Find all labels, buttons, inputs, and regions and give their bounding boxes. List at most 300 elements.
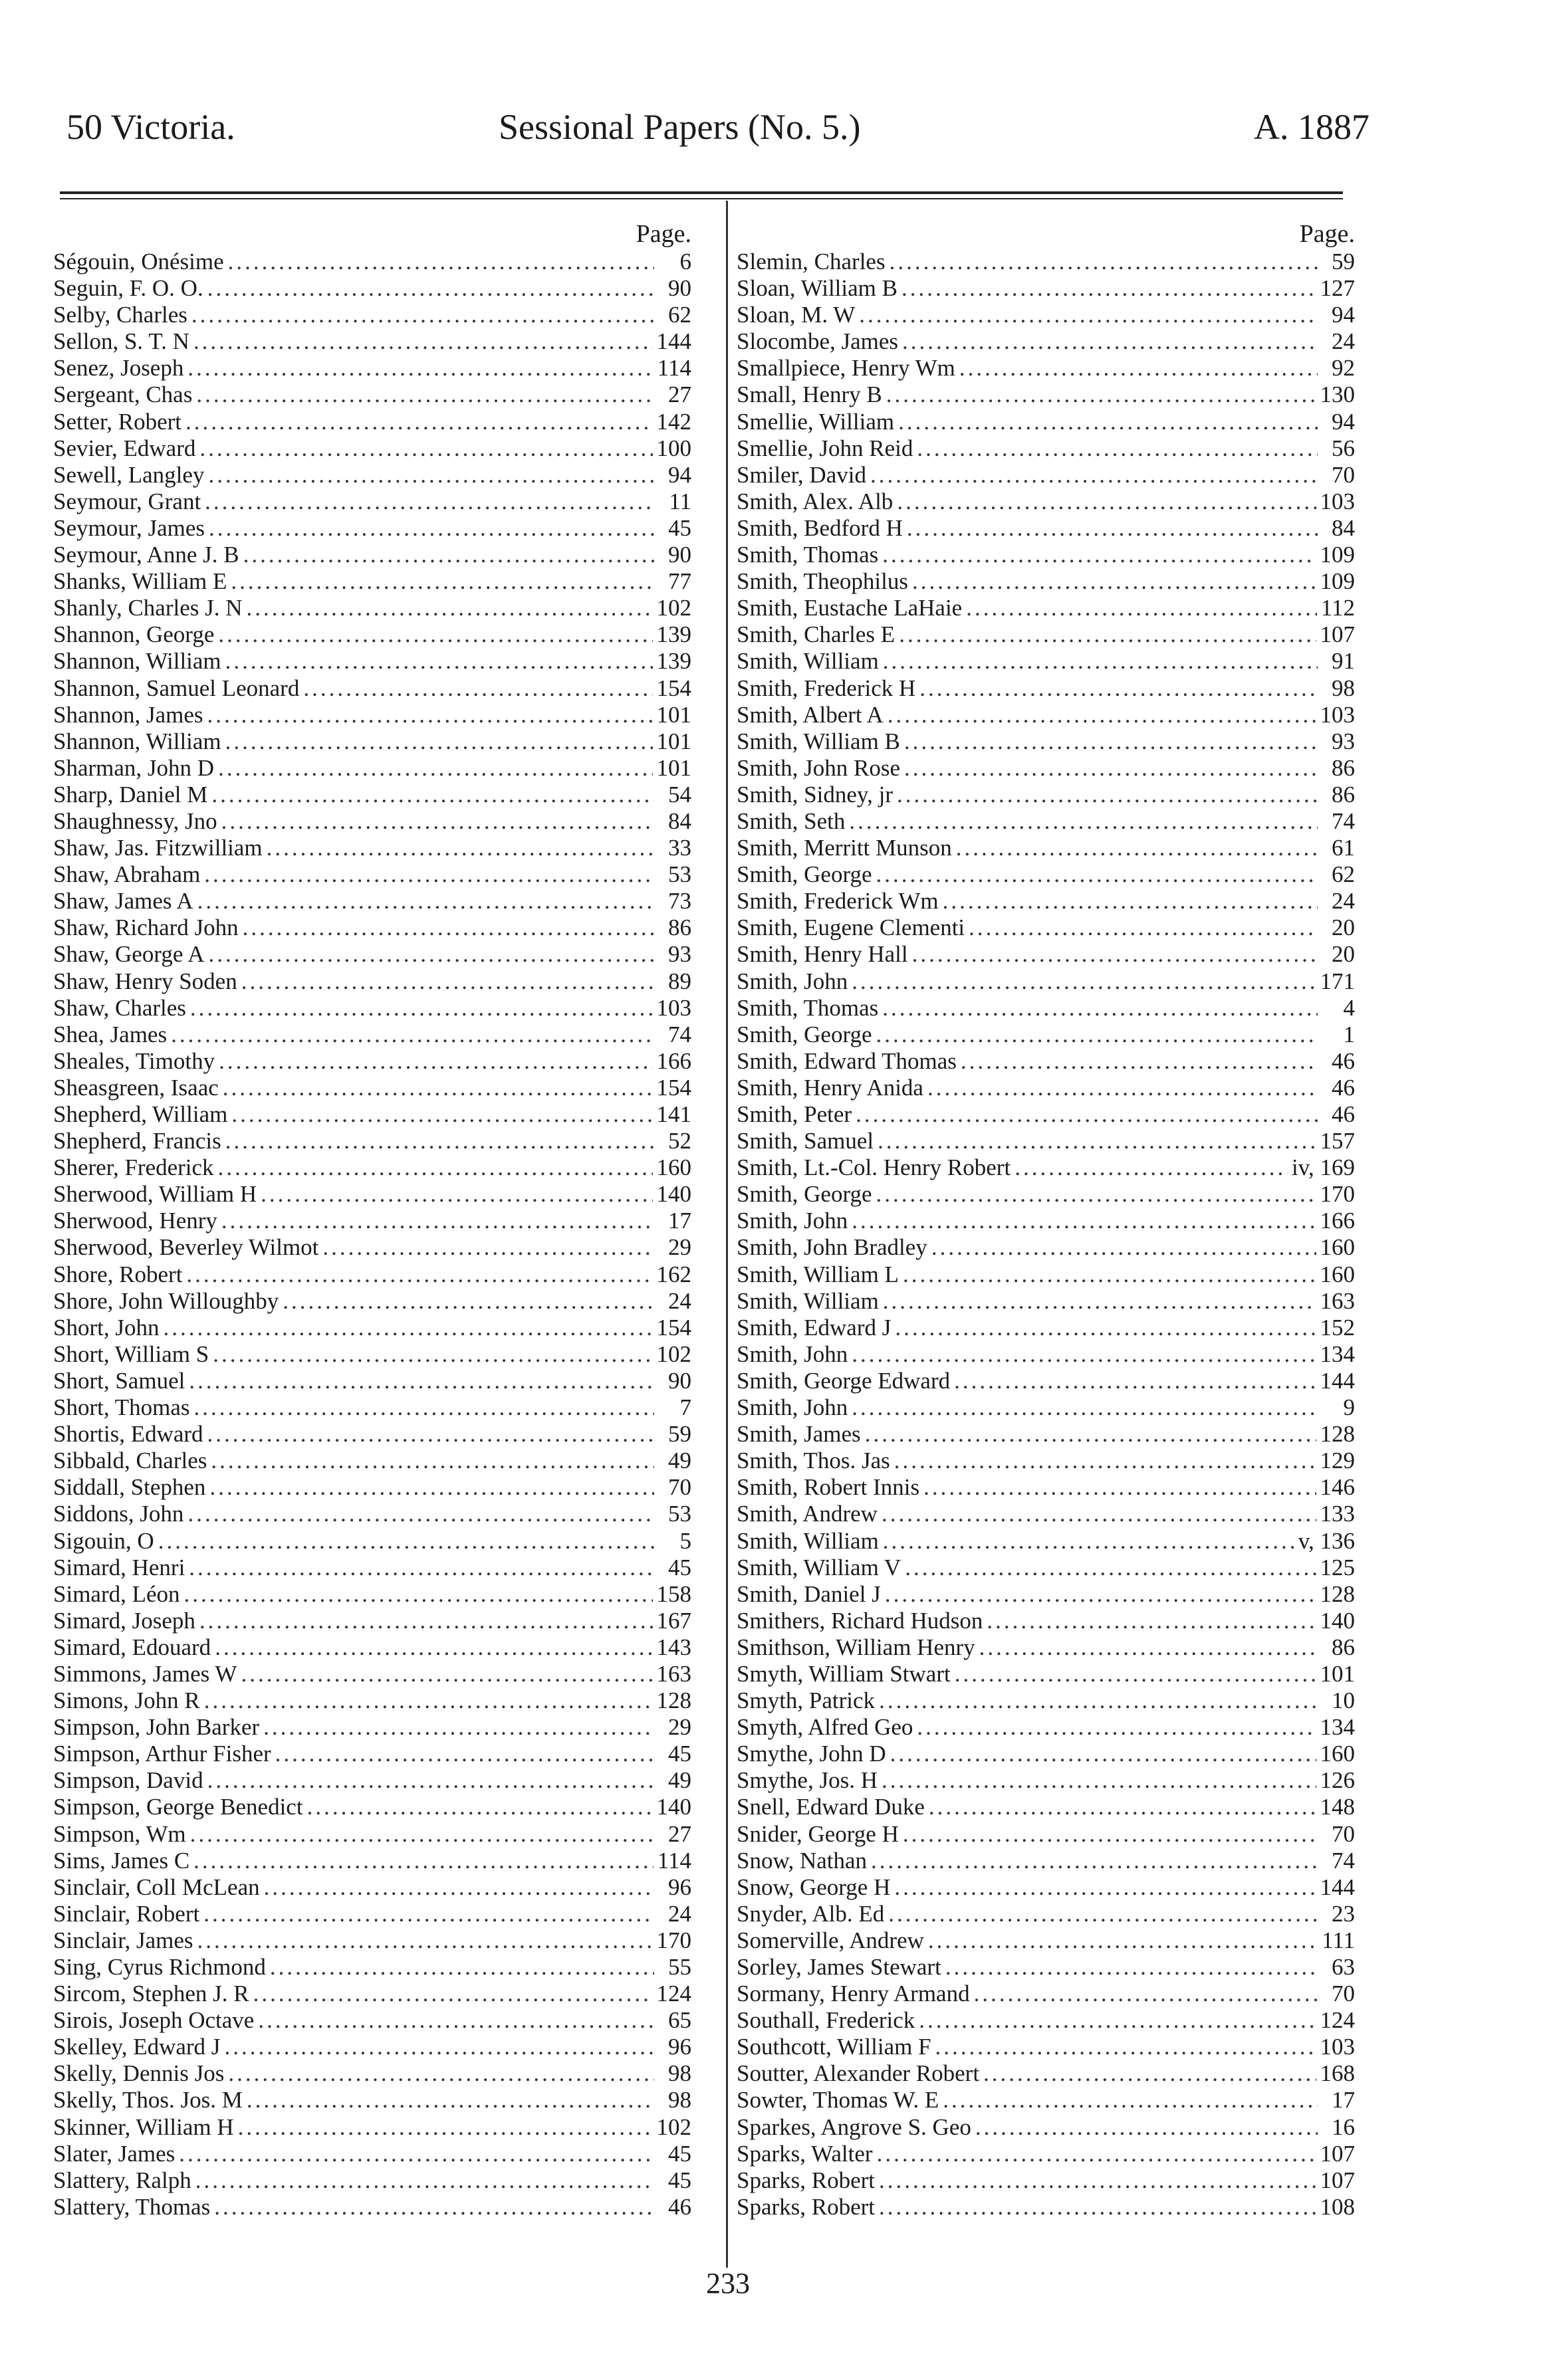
- entry-name: Smith, Alex. Alb: [737, 488, 894, 514]
- entry-page: 128: [1320, 1421, 1355, 1448]
- entry-name: Smith, John: [737, 1394, 848, 1421]
- dot-leader: [876, 1022, 1318, 1048]
- index-entry: [53, 1608, 691, 1634]
- entry-name: Sheasgreen, Isaac: [53, 1074, 219, 1101]
- dot-leader: [208, 462, 654, 488]
- entry-page: 166: [1320, 1208, 1355, 1234]
- index-entry: [737, 275, 1355, 302]
- dot-leader: [886, 381, 1316, 408]
- entry-page: 86: [668, 915, 691, 941]
- entry-page: 158: [656, 1580, 691, 1607]
- entry-page: 133: [1320, 1501, 1355, 1527]
- dot-leader: [961, 1048, 1318, 1075]
- page-number: 233: [706, 2267, 750, 2300]
- entry-name: Shanks, William E: [53, 568, 227, 595]
- entry-page: 109: [1320, 568, 1355, 595]
- entry-page: 59: [668, 1421, 691, 1448]
- header-year: A. 1887: [1254, 107, 1370, 147]
- index-list-right: [737, 249, 1355, 2220]
- dot-leader: [218, 755, 652, 782]
- dot-leader: [207, 1421, 654, 1448]
- entry-page: 86: [1332, 754, 1355, 781]
- entry-name: Sergeant, Chas: [53, 381, 193, 408]
- entry-page: 93: [668, 941, 691, 968]
- entry-page: 84: [668, 808, 691, 834]
- index-entry: [737, 835, 1355, 861]
- entry-name: Sibbald, Charles: [53, 1448, 207, 1474]
- index-entry: [737, 782, 1355, 808]
- entry-name: Shea, James: [53, 1021, 168, 1047]
- entry-name: Seymour, Grant: [53, 488, 201, 514]
- dot-leader: [187, 1501, 654, 1527]
- index-entry: [737, 755, 1355, 782]
- index-entry: [737, 381, 1355, 408]
- entry-page: iv, 169: [1292, 1154, 1355, 1181]
- index-entry: [53, 861, 691, 888]
- index-entry: [737, 515, 1355, 542]
- index-entry: [737, 995, 1355, 1022]
- entry-name: Sirois, Joseph Octave: [53, 2007, 255, 2034]
- entry-name: Smyth, Alfred Geo: [737, 1714, 913, 1741]
- entry-page: 140: [656, 1794, 691, 1820]
- dot-leader: [189, 1555, 654, 1581]
- dot-leader: [228, 249, 654, 275]
- entry-page: 62: [1332, 861, 1355, 888]
- index-entry: [737, 2034, 1355, 2060]
- index-entry: [53, 1208, 691, 1234]
- entry-page: 160: [1320, 1741, 1355, 1767]
- index-entry: [737, 249, 1355, 275]
- index-entry: [737, 702, 1355, 728]
- entry-name: Smith, Theophilus: [737, 568, 908, 595]
- entry-name: Shaw, James A: [53, 888, 193, 915]
- entry-name: Shannon, James: [53, 701, 203, 728]
- dot-leader: [885, 1581, 1316, 1608]
- dot-leader: [987, 1608, 1316, 1634]
- entry-name: Snell, Edward Duke: [737, 1794, 925, 1820]
- dot-leader: [221, 1208, 654, 1234]
- dot-leader: [193, 1848, 654, 1874]
- entry-name: Sevier, Edward: [53, 435, 196, 461]
- entry-page: 10: [1332, 1687, 1355, 1714]
- entry-name: Short, Samuel: [53, 1367, 185, 1394]
- entry-page: 163: [656, 1660, 691, 1687]
- entry-name: Shore, John Willoughby: [53, 1287, 279, 1314]
- index-entry: [737, 1581, 1355, 1608]
- index-entry: [737, 2141, 1355, 2167]
- index-entry: [737, 1634, 1355, 1661]
- entry-name: Sparkes, Angrove S. Geo: [737, 2113, 971, 2140]
- entry-page: 109: [1320, 542, 1355, 568]
- entry-page: 45: [668, 1554, 691, 1580]
- dot-leader: [204, 1687, 653, 1714]
- entry-name: Shannon, George: [53, 621, 215, 648]
- entry-page: 108: [1320, 2193, 1355, 2220]
- index-entry: [53, 488, 691, 515]
- entry-page: 70: [1332, 461, 1355, 488]
- entry-name: Smith, John: [737, 968, 848, 994]
- dot-leader: [221, 808, 654, 835]
- index-entry: [53, 1075, 691, 1101]
- entry-name: Seguin, F. O. O.: [53, 275, 203, 302]
- dot-leader: [969, 915, 1318, 941]
- index-entry: [737, 675, 1355, 702]
- dot-leader: [267, 835, 654, 861]
- dot-leader: [258, 2007, 654, 2034]
- entry-name: Smith, Eustache LaHaie: [737, 595, 963, 621]
- index-entry: [737, 888, 1355, 915]
- dot-leader: [193, 328, 653, 355]
- entry-page: 128: [1320, 1580, 1355, 1607]
- entry-page: 65: [668, 2007, 691, 2034]
- entry-page: 46: [1332, 1047, 1355, 1074]
- entry-page: 45: [668, 1741, 691, 1767]
- index-entry: [737, 1874, 1355, 1901]
- dot-leader: [207, 702, 653, 728]
- entry-name: Slater, James: [53, 2140, 176, 2167]
- page-column-heading: Page.: [1299, 220, 1355, 248]
- dot-leader: [179, 2141, 654, 2167]
- index-entry: [53, 1981, 691, 2007]
- entry-name: Soutter, Alexander Robert: [737, 2060, 980, 2087]
- entry-page: 27: [668, 1820, 691, 1847]
- index-entry: [53, 1368, 691, 1394]
- index-entry: [53, 1848, 691, 1874]
- index-entry: [737, 435, 1355, 462]
- entry-page: 101: [1320, 1660, 1355, 1687]
- dot-leader: [959, 355, 1318, 381]
- entry-name: Sorley, James Stewart: [737, 1954, 941, 1980]
- dot-leader: [241, 1661, 652, 1687]
- entry-name: Smith, William: [737, 648, 879, 675]
- index-entry: [53, 2060, 691, 2087]
- dot-leader: [238, 2114, 653, 2141]
- entry-page: 157: [1320, 1128, 1355, 1154]
- entry-name: Simpson, George Benedict: [53, 1794, 303, 1820]
- index-entry: [53, 1901, 691, 1927]
- dot-leader: [954, 1368, 1316, 1394]
- dot-leader: [904, 728, 1318, 755]
- index-entry: [737, 1954, 1355, 1981]
- index-entry: [737, 302, 1355, 328]
- entry-page: 62: [668, 302, 691, 328]
- index-entry: [737, 1075, 1355, 1101]
- entry-name: Siddons, John: [53, 1501, 184, 1527]
- entry-name: Smith, William: [737, 1287, 879, 1314]
- entry-page: 90: [668, 1367, 691, 1394]
- index-entry: [53, 1794, 691, 1820]
- entry-name: Smith, Henry Anida: [737, 1074, 923, 1101]
- entry-page: 20: [1332, 941, 1355, 968]
- entry-name: Smith, Eugene Clementi: [737, 915, 965, 941]
- dot-leader: [163, 1315, 652, 1341]
- index-entry: [53, 1474, 691, 1501]
- dot-leader: [849, 808, 1318, 835]
- index-entry: [53, 1288, 691, 1315]
- entry-name: Snider, George H: [737, 1820, 899, 1847]
- dot-leader: [189, 1368, 654, 1394]
- entry-name: Simard, Léon: [53, 1580, 180, 1607]
- entry-page: 94: [668, 461, 691, 488]
- entry-page: 144: [656, 328, 691, 355]
- entry-name: Short, John: [53, 1314, 160, 1341]
- entry-name: Sherwood, Beverley Wilmot: [53, 1234, 319, 1261]
- entry-name: Smith, Daniel J: [737, 1580, 881, 1607]
- entry-page: 46: [1332, 1101, 1355, 1127]
- index-entry: [53, 515, 691, 542]
- entry-name: Smith, George Edward: [737, 1367, 951, 1394]
- index-entry: [737, 1101, 1355, 1128]
- index-entry: [53, 1634, 691, 1661]
- entry-page: 45: [668, 2167, 691, 2193]
- entry-page: 17: [1332, 2087, 1355, 2113]
- index-entry: [737, 1981, 1355, 2007]
- dot-leader: [213, 1341, 652, 1368]
- index-entry: [737, 1208, 1355, 1234]
- dot-leader: [209, 1474, 654, 1501]
- entry-name: Sellon, S. T. N: [53, 328, 189, 355]
- entry-page: 163: [1320, 1287, 1355, 1314]
- entry-name: Smith, John Bradley: [737, 1234, 927, 1261]
- dot-leader: [903, 1261, 1316, 1288]
- entry-name: Smith, James: [737, 1421, 861, 1448]
- entry-name: Ségouin, Onésime: [53, 249, 224, 274]
- entry-name: Sinclair, Robert: [53, 1900, 200, 1927]
- entry-name: Sherwood, Henry: [53, 1208, 217, 1234]
- index-entry: [53, 675, 691, 702]
- index-entry: [53, 1927, 691, 1954]
- index-entry: [53, 648, 691, 675]
- entry-page: 152: [1320, 1314, 1355, 1341]
- entry-name: Short, Thomas: [53, 1394, 190, 1421]
- index-entry: [737, 1448, 1355, 1474]
- entry-page: 107: [1320, 621, 1355, 648]
- index-entry: [53, 2141, 691, 2167]
- index-entry: [737, 462, 1355, 488]
- index-entry: [53, 1448, 691, 1474]
- index-entry: [737, 488, 1355, 515]
- entry-page: 139: [656, 621, 691, 648]
- dot-leader: [877, 2141, 1316, 2167]
- entry-page: 144: [1320, 1874, 1355, 1900]
- entry-page: 127: [1320, 275, 1355, 302]
- index-entry: [53, 1741, 691, 1767]
- entry-page: 111: [1322, 1927, 1355, 1953]
- dot-leader: [890, 249, 1318, 275]
- entry-name: Smithson, William Henry: [737, 1634, 975, 1660]
- dot-leader: [870, 462, 1318, 488]
- entry-page: 90: [668, 275, 691, 302]
- dot-leader: [879, 2194, 1316, 2220]
- index-entry: [53, 2114, 691, 2141]
- index-entry: [737, 621, 1355, 648]
- entry-name: Shepherd, Francis: [53, 1128, 221, 1154]
- index-entry: [737, 1154, 1355, 1181]
- dot-leader: [871, 1848, 1318, 1874]
- page-column-heading: Page.: [636, 220, 691, 248]
- entry-page: 140: [656, 1181, 691, 1208]
- entry-name: Somerville, Andrew: [737, 1927, 924, 1953]
- dot-leader: [187, 355, 653, 381]
- entry-name: Siddall, Stephen: [53, 1474, 206, 1501]
- dot-leader: [943, 2087, 1318, 2113]
- entry-page: 170: [1320, 1181, 1355, 1208]
- entry-name: Sormany, Henry Armand: [737, 1981, 970, 2007]
- entry-name: Smith, Thomas: [737, 994, 879, 1021]
- entry-page: 61: [1332, 835, 1355, 861]
- entry-name: Smith, Frederick Wm: [737, 888, 939, 915]
- dot-leader: [899, 621, 1316, 648]
- dot-leader: [876, 1181, 1316, 1208]
- index-entry: [53, 355, 691, 381]
- entry-page: 98: [1332, 675, 1355, 701]
- entry-name: Shannon, William: [53, 648, 221, 675]
- entry-page: 142: [656, 408, 691, 435]
- dot-leader: [903, 1821, 1318, 1848]
- dot-leader: [876, 861, 1318, 888]
- entry-name: Southcott, William F: [737, 2034, 931, 2060]
- dot-leader: [196, 381, 654, 408]
- entry-name: Skelly, Dennis Jos: [53, 2060, 225, 2087]
- entry-page: 144: [1320, 1367, 1355, 1394]
- entry-page: 125: [1320, 1554, 1355, 1580]
- column-divider: [726, 201, 728, 2268]
- entry-name: Smellie, John Reid: [737, 435, 913, 461]
- entry-name: Smythe, Jos. H: [737, 1767, 878, 1794]
- entry-name: Senez, Joseph: [53, 355, 184, 381]
- entry-name: Small, Henry B: [737, 381, 882, 408]
- index-entry: [737, 648, 1355, 675]
- index-entry: [737, 1714, 1355, 1741]
- dot-leader: [264, 1874, 654, 1901]
- entry-name: Shepherd, William: [53, 1101, 228, 1127]
- index-entry: [53, 381, 691, 408]
- entry-page: 102: [656, 2113, 691, 2140]
- index-entry: [53, 435, 691, 462]
- index-entry: [53, 1341, 691, 1368]
- entry-page: 103: [1320, 701, 1355, 728]
- entry-page: 94: [1332, 408, 1355, 435]
- index-entry: [737, 568, 1355, 595]
- index-entry: [53, 915, 691, 941]
- index-entry: [737, 1288, 1355, 1315]
- dot-leader: [197, 888, 654, 915]
- entry-page: 124: [1320, 2007, 1355, 2034]
- entry-name: Smith, Bedford H: [737, 514, 903, 541]
- entry-name: Snow, Nathan: [737, 1847, 868, 1874]
- dot-leader: [185, 409, 653, 435]
- entry-name: Sewell, Langley: [53, 461, 205, 488]
- entry-page: 140: [1320, 1607, 1355, 1634]
- index-entry: [53, 968, 691, 995]
- dot-leader: [852, 1341, 1316, 1368]
- index-entry: [737, 941, 1355, 968]
- entry-name: Smyth, William Stwart: [737, 1660, 951, 1687]
- entry-name: Simmons, James W: [53, 1660, 237, 1687]
- dot-leader: [231, 568, 654, 595]
- entry-page: 107: [1320, 2167, 1355, 2193]
- index-entry: [53, 755, 691, 782]
- entry-name: Smith, Thomas: [737, 542, 879, 568]
- dot-leader: [935, 2034, 1316, 2060]
- index-entry: [53, 941, 691, 968]
- index-entry: [737, 1315, 1355, 1341]
- entry-page: 162: [656, 1261, 691, 1287]
- entry-page: 154: [656, 1074, 691, 1101]
- index-entry: [53, 302, 691, 328]
- entry-name: Snow, George H: [737, 1874, 891, 1900]
- entry-name: Seymour, Anne J. B: [53, 542, 239, 568]
- dot-leader: [197, 1927, 653, 1954]
- entry-name: Sheales, Timothy: [53, 1047, 215, 1074]
- index-list-left: [53, 249, 691, 2220]
- entry-page: 126: [1320, 1767, 1355, 1794]
- entry-page: 86: [1332, 1634, 1355, 1660]
- dot-leader: [204, 861, 654, 888]
- dot-leader: [193, 1394, 654, 1421]
- entry-page: 98: [668, 2060, 691, 2087]
- dot-leader: [879, 1687, 1318, 1714]
- entry-name: Sing, Cyrus Richmond: [53, 1954, 266, 1980]
- entry-page: 96: [668, 1874, 691, 1900]
- index-entry: [737, 2114, 1355, 2141]
- index-entry: [53, 1048, 691, 1075]
- entry-page: 49: [668, 1767, 691, 1794]
- entry-page: 160: [656, 1154, 691, 1181]
- index-entry: [737, 1474, 1355, 1501]
- entry-page: 101: [656, 728, 691, 754]
- index-entry: [737, 808, 1355, 835]
- dot-leader: [215, 1634, 652, 1661]
- dot-leader: [917, 1714, 1316, 1741]
- entry-name: Shaughnessy, Jno: [53, 808, 217, 834]
- dot-leader: [902, 328, 1318, 355]
- entry-page: 146: [1320, 1474, 1355, 1501]
- dot-leader: [943, 888, 1318, 915]
- index-entry: [737, 1181, 1355, 1208]
- dot-leader: [879, 2167, 1316, 2194]
- entry-page: 84: [1332, 514, 1355, 541]
- dot-leader: [219, 1048, 652, 1075]
- dot-leader: [929, 1794, 1316, 1820]
- index-entry: [737, 1555, 1355, 1581]
- dot-leader: [191, 302, 654, 328]
- entry-name: Simard, Edouard: [53, 1634, 211, 1660]
- index-entry: [737, 2060, 1355, 2087]
- entry-page: 24: [1332, 888, 1355, 915]
- entry-name: Setter, Robert: [53, 408, 181, 435]
- dot-leader: [923, 1474, 1316, 1501]
- entry-page: 93: [1332, 728, 1355, 754]
- dot-leader: [888, 1901, 1318, 1927]
- entry-page: 77: [668, 568, 691, 595]
- entry-page: 45: [668, 2140, 691, 2167]
- entry-name: Smith, Robert Innis: [737, 1474, 920, 1501]
- index-entry: [53, 728, 691, 755]
- index-entry: [53, 1421, 691, 1448]
- dot-leader: [882, 1501, 1316, 1527]
- entry-page: 56: [1332, 435, 1355, 461]
- entry-name: Simpson, John Barker: [53, 1714, 260, 1741]
- entry-page: 102: [656, 1341, 691, 1367]
- entry-name: Smith, Charles E: [737, 621, 895, 648]
- index-entry: [53, 1394, 691, 1421]
- entry-name: Shanly, Charles J. N: [53, 595, 243, 621]
- index-entry: [53, 995, 691, 1022]
- page-header: [66, 106, 1370, 160]
- entry-page: 101: [656, 701, 691, 728]
- index-entry: [53, 568, 691, 595]
